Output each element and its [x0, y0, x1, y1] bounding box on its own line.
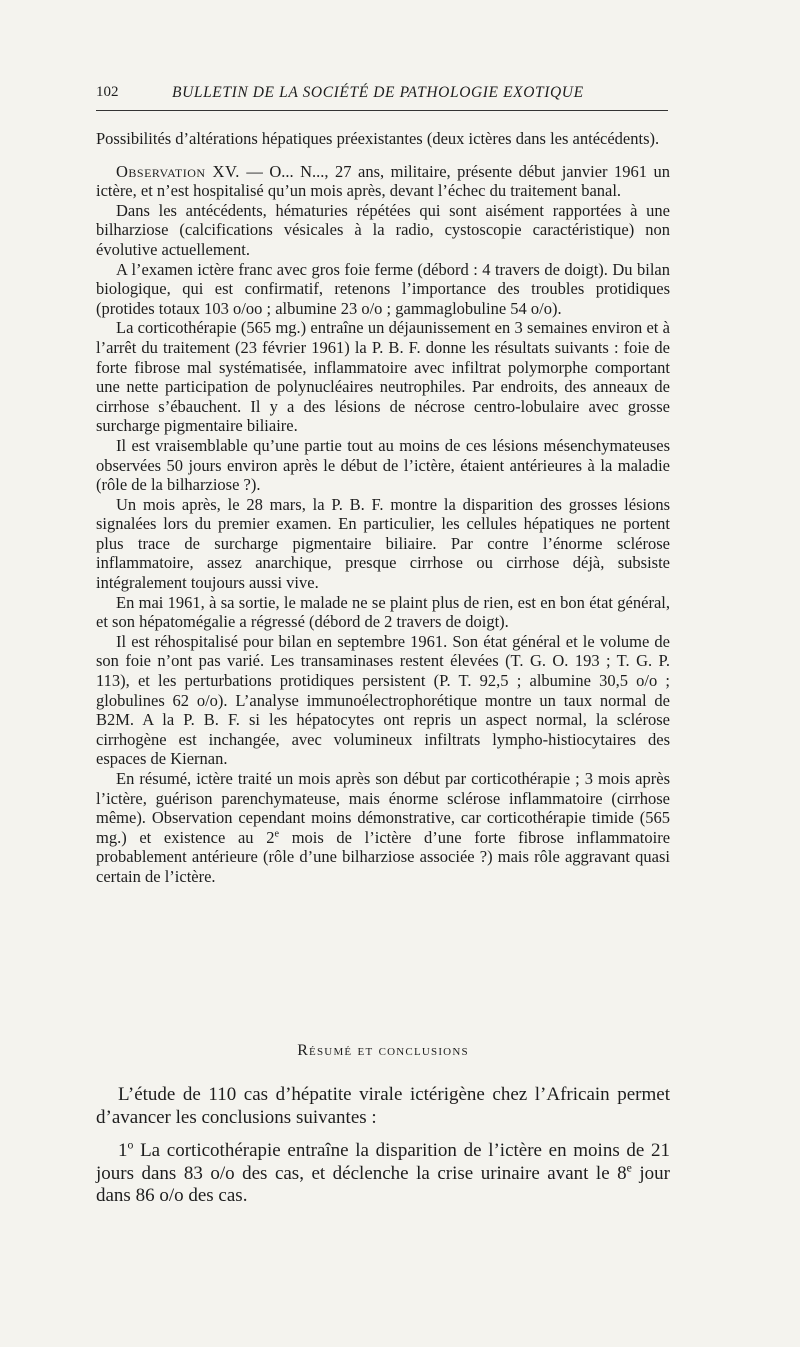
paragraph: Un mois après, le 28 mars, la P. B. F. montre la disparition des grosses lésions signalées lors du premier examen. En particulier, les cellules hépatiques ne portent plus trace de surcharge pigmentaire biliaire. Par contre l’énorme sclérose inflammatoire, assez anarchique, presque cirrhose ou cirrhose déjà, subsiste intégralement toujours aussi vive. — [96, 494, 670, 593]
observation-label: Observation XV. — [116, 161, 240, 181]
page-number: 102 — [96, 84, 119, 100]
paragraph: Possibilités d’altérations hépatiques préexistantes (deux ictères dans les antécédents). — [96, 129, 660, 148]
observation-text: — O... N..., 27 ans, militaire, présente début janvier 1961 un ictère, et n’est hospitalisé qu’un mois après, devant l’échec du traitement banal. — [96, 161, 670, 201]
conclusion-item-1 — [96, 1140, 670, 1208]
superscript-e: e — [274, 828, 280, 840]
superscript-e: e — [626, 1161, 632, 1175]
paragraph: En mai 1961, à sa sortie, le malade ne se plaint plus de rien, est en bon état général, et son hépatomégalie a régressé (débord de 2 travers de doigt). — [96, 592, 670, 632]
summary-paragraph — [96, 769, 670, 887]
superscript-o: o — [127, 1138, 134, 1152]
conclusions-intro: L’étude de 110 cas d’hépatite virale ictérigène chez l’Africain permet d’avancer les conclusions suivantes : — [96, 1084, 670, 1128]
conclusions — [96, 1084, 670, 1208]
paragraph: Il est vraisemblable qu’une partie tout au moins de ces lésions mésenchymateuses observées 50 jours environ après le début de l’ictère, étaient antérieures à la maladie (rôle de la bilharziose ?). — [96, 435, 670, 495]
summary-text-part-1: En résumé, ictère traité un mois après son début par corticothérapie ; 3 mois après l’ictère, guérison parenchymateuse, mais énorme sclérose inflammatoire (cirrhose même). Observation cependant moins démonstrative, car corticothérapie timide (565 mg.) et existence au 2 — [96, 769, 670, 847]
conclusion-text-part-1: La corticothérapie entraîne la disparition de l’ictère en moins de 21 jours dans 83 o/o des cas, et déclenche la crise urinaire avant le 8 — [96, 1140, 671, 1184]
paragraph: Il est réhospitalisé pour bilan en septembre 1961. Son état général et le volume de son foie n’ont pas varié. Les transaminases restent élevées (T. G. O. 193 ; T. G. P. 113), et les perturbations protidiques persistent (P. T. 92,5 ; albumine 30,5 o/o ; globulines 62 o/o). L’analyse immunoélectrophorétique montre un taux normal de B2M. A la P. B. F. si les hépatocytes ont repris un aspect normal, la sclérose cirrhogène est inchangée, avec volumineux infiltrats lympho-histiocytaires des espaces de Kiernan. — [96, 631, 670, 769]
conclusion-text-part-2: jour dans 86 o/o des cas. — [96, 1162, 671, 1207]
paragraph: La corticothérapie (565 mg.) entraîne un déjaunissement en 3 semaines environ et à l’arrêt du traitement (23 février 1961) la P. B. F. donne les résultats suivants : foie de forte fibrose mal systématisée, inflammatoire avec infiltrat polymorphe comportant une nette participation de polynucléaires neutrophiles. Par endroits, des anneaux de cirrhose s’ébauchent. Il y a des lésions de nécrose centro-lobulaire avec grosse surcharge pigmentaire biliaire. — [96, 318, 670, 436]
running-title: BULLETIN DE LA SOCIÉTÉ DE PATHOLOGIE EXOTIQUE — [172, 84, 584, 101]
running-header — [96, 84, 668, 111]
summary-text-part-2: mois de l’ictère d’une forte fibrose inflammatoire probablement antérieure (rôle d’une bilharziose associée ?) mais rôle aggravant quasi certain de l’ictère. — [96, 827, 671, 886]
observation-paragraph — [96, 162, 670, 201]
article-body — [96, 129, 670, 887]
paragraph: A l’examen ictère franc avec gros foie ferme (débord : 4 travers de doigt). Du bilan biologique, qui est confirmatif, retenons l’importance des troubles protidiques (protides totaux 103 o/oo ; albumine 23 o/o ; gammaglobuline 54 o/o). — [96, 259, 670, 318]
paragraph: Dans les antécédents, hématuries répétées qui sont aisément rapportées à une bilharziose (calcifications vésicales à la radio, cystoscopie caractéristique) non évolutive actuellement. — [96, 200, 670, 259]
section-title: Résumé et conclusions — [297, 1042, 469, 1059]
item-number: 1 — [118, 1140, 128, 1162]
